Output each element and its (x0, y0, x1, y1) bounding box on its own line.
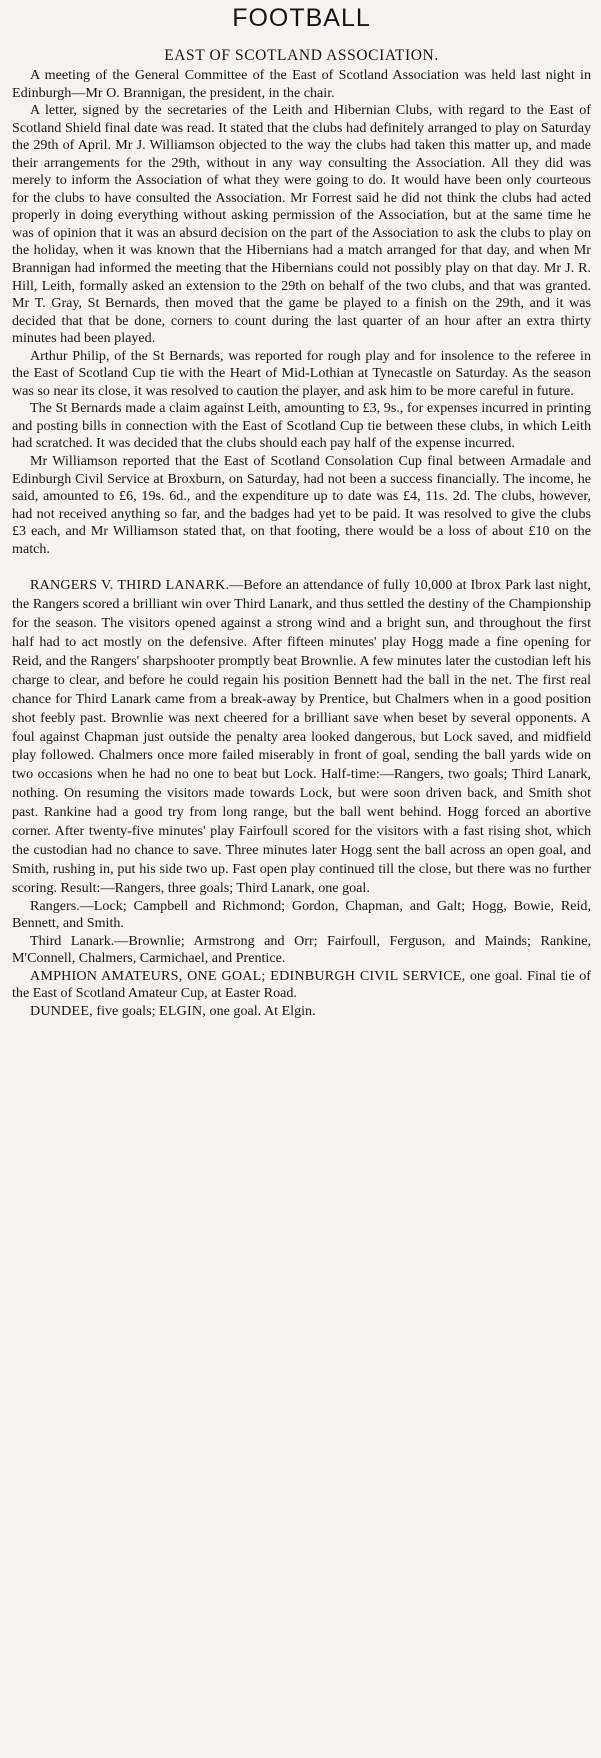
article-paragraph: A letter, signed by the secretaries of the Leith and Hibernian Clubs, with regard to the East of Scotland Shield final date was read. It stated that the clubs had definitely arranged to play on Saturday the 29th of April. Mr J. Williamson objected to the way the clubs had taken this matter up, and made their arrangements for the 29th, without in any way consulting the Association. All they did was merely to inform the Association of what they were going to do. It would have been only courteous for the clubs to have consulted the Association. Mr Forrest said he did not think the clubs had acted properly in doing everything without asking permission of the Association, but at the same time he was of opinion that it was an absurd decision on the part of the Association to ask the clubs to play on the holiday, when it was known that the Hibernians had a match arranged for that day, and when Mr Brannigan had informed the meeting that the Hibernians could not possibly play on that day. Mr J. R. Hill, Leith, formally asked an extension to the 29th on behalf of the two clubs, and that was granted. Mr T. Gray, St Bernards, then moved that the game be played to a finish on the 29th, and it was decided that that be done, corners to count during the last quarter of an hour after an extra thirty minutes had been played. (12, 102, 591, 347)
article-paragraph: Arthur Philip, of the St Bernards, was reported for rough play and for insolence to the referee in the East of Scotland Cup tie with the Heart of Mid-Lothian at Tynecastle on Saturday. As the season was so near its close, it was resolved to caution the player, and ask him to be more careful in future. (12, 347, 591, 399)
article-paragraph: A meeting of the General Committee of the East of Scotland Association was held last night in Edinburgh—Mr O. Brannigan, the president, in the chair. (12, 67, 591, 101)
section-heading: FOOTBALL (232, 4, 371, 32)
article-separator (12, 558, 591, 576)
result-item (12, 968, 591, 1003)
result-lead: DUNDEE, (30, 1003, 93, 1019)
article-east-of-scotland (12, 46, 591, 558)
result-item (12, 1003, 591, 1021)
article-rangers-third-lanark (12, 576, 591, 968)
result-body: one goal. Final tie of the East of Scotland Amateur Cup, at Easter Road. (12, 967, 591, 1002)
match-report-lead: RANGERS V. THIRD LANARK. (30, 577, 230, 594)
result-lead: AMPHION AMATEURS, ONE GOAL; EDINBURGH CIVIL SERVICE, (30, 967, 466, 984)
match-results (12, 968, 591, 1021)
result-lead: ELGIN, (159, 1003, 207, 1019)
result-body: five goals; (92, 1003, 160, 1019)
article-title: EAST OF SCOTLAND ASSOCIATION. (164, 47, 439, 64)
article-paragraph: The St Bernards made a claim against Leith, amounting to £3, 9s., for expenses incurred in printing and posting bills in connection with the East of Scotland Cup tie between these clubs, in which Leith had scratched. It was decided that the clubs should each pay half of the expense incurred. (12, 400, 591, 452)
team-lineup: Rangers.—Lock; Campbell and Richmond; Gordon, Chapman, and Galt; Hogg, Bowie, Reid, Bennett, and Smith. (12, 897, 591, 932)
article-paragraph: Mr Williamson reported that the East of Scotland Consolation Cup final between Armadale and Edinburgh Civil Service at Broxburn, on Saturday, had not been a success financially. The income, he said, amounted to £6, 19s. 6d., and the expenditure up to date was £4, 11s. 2d. The clubs, however, had not received anything so far, and the badges had yet to be paid. It was resolved to give the clubs £3 each, and Mr Williamson stated that, on that footing, there would be a loss of about £10 on the match. (12, 453, 591, 557)
result-body: one goal. At Elgin. (206, 1003, 316, 1019)
match-report (12, 576, 591, 897)
match-report-body: —Before an attendance of fully 10,000 at Ibrox Park last night, the Rangers scored a brilliant win over Third Lanark, and thus settled the destiny of the Championship for the season. The visitors opened against a strong wind and a bright sun, and throughout the first half had to act mostly on the defensive. After fifteen minutes' play Hogg made a fine opening for Reid, and the Rangers' sharpshooter promptly beat Brownlie. A few minutes later the custodian left his charge to clear, and before he could regain his position Bennett had the ball in the net. The first real chance for Third Lanark came from a break-away by Prentice, but Chalmers when in a good position shot feebly past. Brownlie was next cheered for a brilliant save when beset by several opponents. A foul against Chapman just outside the penalty area looked dangerous, but Lock saved, and midfield play followed. Chalmers once more failed miserably in front of goal, sending the ball yards wide on two occasions when he had no one to beat but Lock. Half-time:—Rangers, two goals; Third Lanark, nothing. On resuming the visitors made towards Lock, but were soon driven back, and Smith shot past. Rankine had a good try from long range, but the ball went behind. Hogg forced an abortive corner. After twenty-five minutes' play Fairfoull scored for the visitors with a fast rising shot, which the custodian had no chance to save. Three minutes later Hogg sent the ball across an open goal, and Smith, rushing in, put his side two up. Fast open play continued till the close, but there was no further scoring. Result:—Rangers, three goals; Third Lanark, one goal. (12, 577, 591, 896)
team-lineup: Third Lanark.—Brownlie; Armstrong and Orr; Fairfoull, Ferguson, and Mainds; Rankine, M'Connell, Chalmers, Carmichael, and Prentice. (12, 932, 591, 967)
